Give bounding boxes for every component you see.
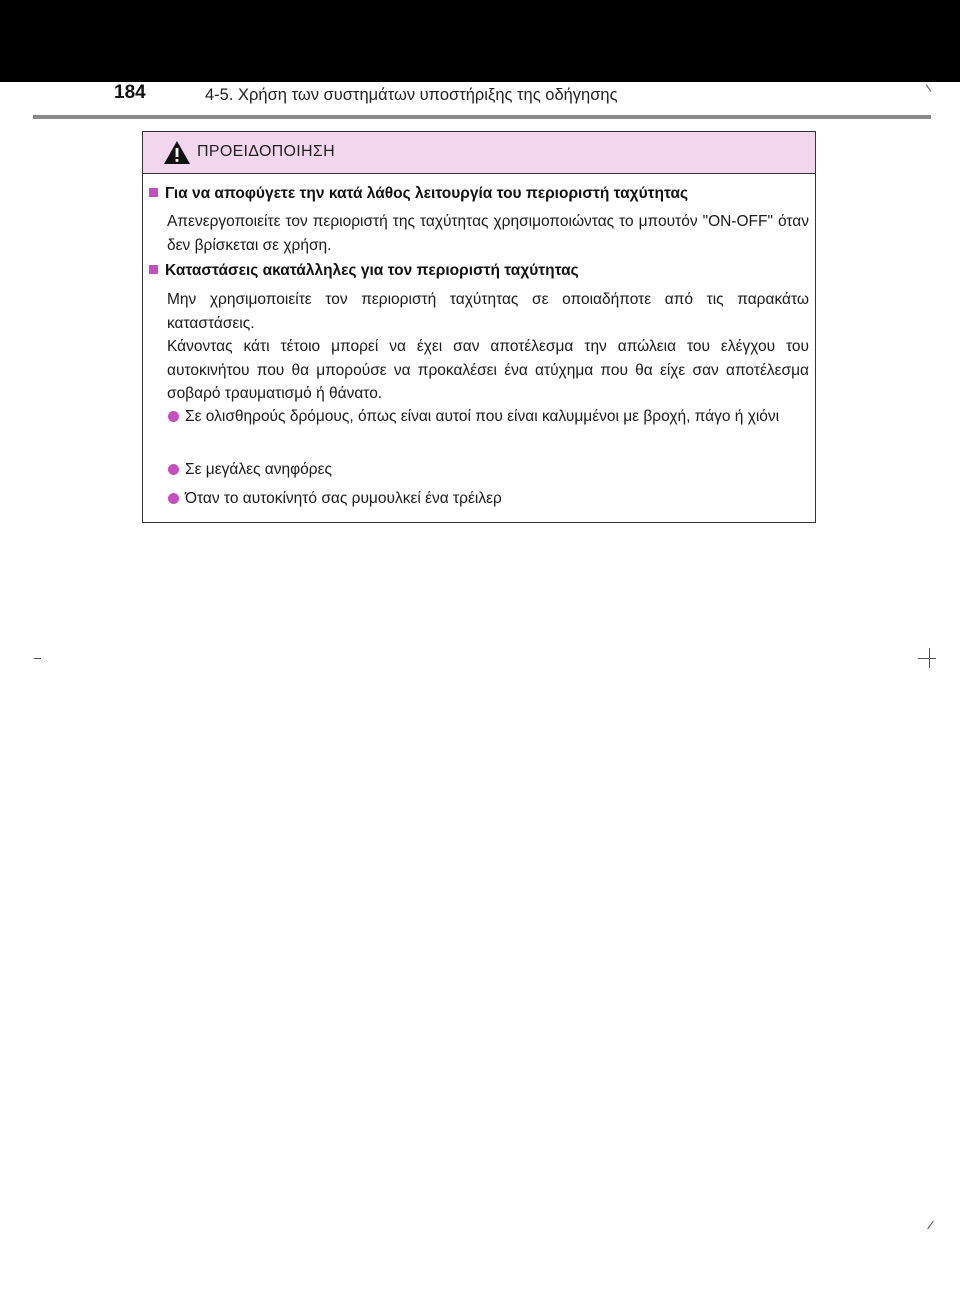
warning-header (143, 132, 815, 174)
list-item: Όταν το αυτοκίνητό σας ρυμουλκεί ένα τρέιλερ (167, 487, 811, 511)
paragraph: Απενεργοποιείτε τον περιοριστή της ταχύτητας χρησιμοποιώντας το μπουτόν "ON-OFF" όταν δεν βρίσκεται σε χρήση. (167, 213, 809, 254)
paragraph: Μην χρησιμοποιείτε τον περιοριστή ταχύτητας σε οποιαδήποτε από τις παρακάτω καταστάσεις. (167, 291, 809, 332)
crop-mark-left (34, 658, 41, 659)
list-item: Σε μεγάλες ανηφόρες (167, 458, 811, 482)
list-item: Σε ολισθηρούς δρόμους, όπως είναι αυτοί που είναι καλυμμένοι με βροχή, πάγο ή χιόνι (167, 405, 811, 429)
warning-box (142, 131, 816, 523)
round-bullet-icon (168, 464, 179, 475)
page-number: 184 (114, 82, 146, 103)
crop-mark-right-vertical (929, 648, 930, 668)
warning-title: ΠΡΟΕΙΔΟΠΟΙΗΣΗ (197, 143, 335, 160)
top-black-band (0, 0, 960, 82)
round-bullet-icon (168, 493, 179, 504)
round-bullet-icon (168, 411, 179, 422)
section-heading: Για να αποφύγετε την κατά λάθος λειτουργία του περιοριστή ταχύτητας (149, 185, 688, 203)
paragraph: Κάνοντας κάτι τέτοιο μπορεί να έχει σαν αποτέλεσμα την απώλεια του ελέγχου του αυτοκινήτου που θα μπορούσε να προκαλέσει ένα ατύχημα που θα είχε σαν αποτέλεσμα σοβαρό τραυματισμό ή θάνατο. (167, 338, 809, 402)
crop-mark-top-right (926, 84, 931, 91)
section-title: 4-5. Χρήση των συστημάτων υποστήριξης της οδήγησης (205, 86, 618, 104)
crop-mark-bottom-right (927, 1221, 934, 1230)
crop-mark-right-horizontal (918, 658, 936, 659)
square-bullet-icon (149, 265, 158, 274)
header-rule (33, 115, 931, 119)
square-bullet-icon (149, 188, 158, 197)
section-heading: Καταστάσεις ακατάλληλες για τον περιοριστή ταχύτητας (149, 262, 579, 280)
warning-triangle-icon (163, 140, 191, 165)
